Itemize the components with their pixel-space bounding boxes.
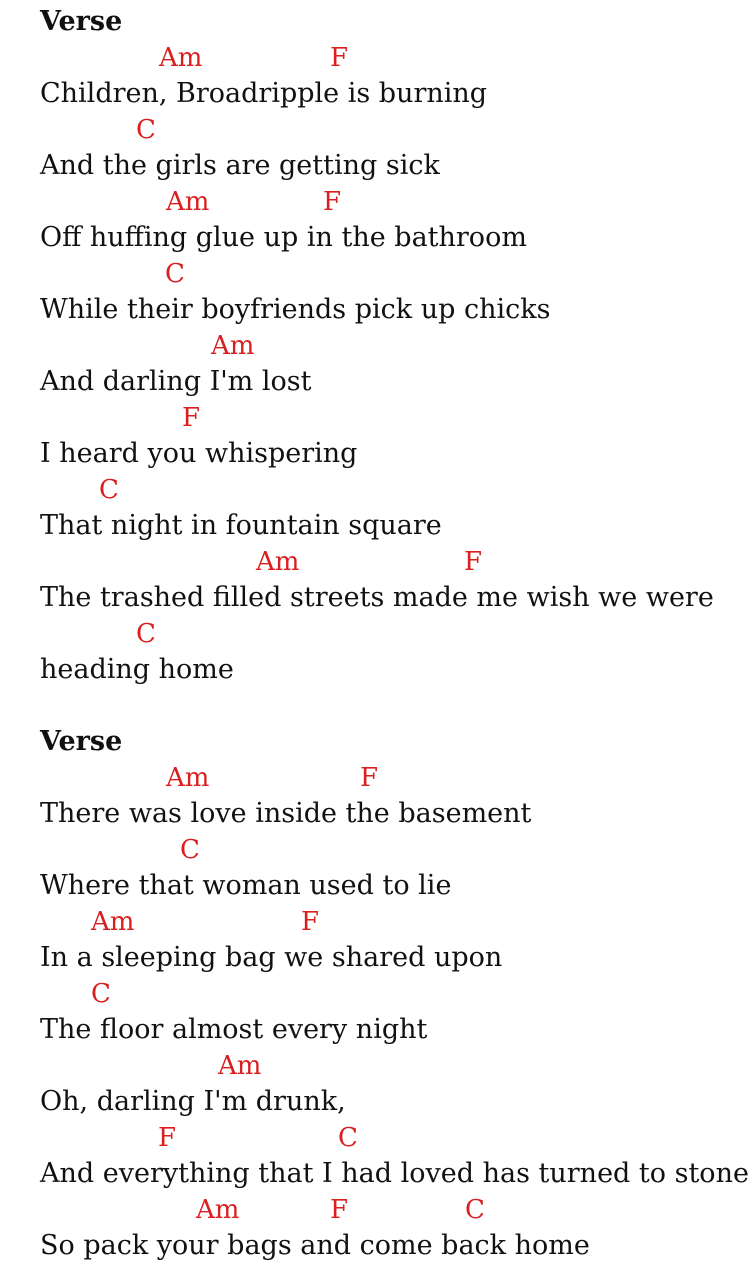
chord-row — [40, 832, 740, 868]
chord: F — [182, 403, 201, 433]
lyric-line: Off huffing glue up in the bathroom — [40, 222, 527, 253]
chord: Am — [159, 43, 203, 73]
lyric-line: Oh, darling I'm drunk, — [40, 1086, 346, 1117]
section-gap — [40, 688, 740, 724]
chord: C — [465, 1195, 485, 1225]
lyric-line: There was love inside the basement — [40, 798, 532, 829]
lyric-line: So pack your bags and come back home — [40, 1230, 590, 1261]
chord-row — [40, 976, 740, 1012]
chord: F — [158, 1123, 177, 1153]
lyric-line: And the girls are getting sick — [40, 150, 440, 181]
section-title: Verse — [40, 6, 123, 37]
chord-row — [40, 328, 740, 364]
lyric-line: Where that woman used to lie — [40, 870, 452, 901]
chord: F — [330, 43, 349, 73]
lyric-line: heading home — [40, 654, 234, 685]
lyric-line: In a sleeping bag we shared upon — [40, 942, 503, 973]
chord: Am — [211, 331, 255, 361]
chord-row — [40, 112, 740, 148]
lyric-line: That night in fountain square — [40, 510, 442, 541]
chord-row — [40, 184, 740, 220]
chord: F — [360, 763, 379, 793]
chord-row — [40, 760, 740, 796]
chord-row — [40, 1048, 740, 1084]
lyric-line: Children, Broadripple is burning — [40, 78, 488, 109]
chord: Am — [196, 1195, 240, 1225]
chord: C — [91, 979, 111, 1009]
chord-row — [40, 1192, 740, 1228]
chord: F — [464, 547, 483, 577]
chord: F — [323, 187, 342, 217]
chord: Am — [166, 763, 210, 793]
chord: Am — [256, 547, 300, 577]
chord: Am — [91, 907, 135, 937]
lyric-line: And darling I'm lost — [40, 366, 312, 397]
chord: Am — [166, 187, 210, 217]
chord-row — [40, 1120, 740, 1156]
lyric-line: And everything that I had loved has turned to stone — [40, 1158, 749, 1189]
chord: C — [99, 475, 119, 505]
lyric-line: The floor almost every night — [40, 1014, 428, 1045]
lyric-line: I heard you whispering — [40, 438, 358, 469]
lyric-line: While their boyfriends pick up chicks — [40, 294, 551, 325]
chord-row — [40, 472, 740, 508]
chord: C — [136, 115, 156, 145]
chord-row — [40, 40, 740, 76]
song-sheet — [40, 4, 749, 1264]
chord: C — [165, 259, 185, 289]
section-title: Verse — [40, 726, 123, 757]
chord: F — [330, 1195, 349, 1225]
chord-row — [40, 400, 740, 436]
chord-row — [40, 544, 740, 580]
chord: Am — [218, 1051, 262, 1081]
chord-row — [40, 904, 740, 940]
chord-row — [40, 256, 740, 292]
chord: F — [301, 907, 320, 937]
chord: C — [338, 1123, 358, 1153]
chord: C — [136, 619, 156, 649]
chord-row — [40, 616, 740, 652]
chord: C — [180, 835, 200, 865]
lyric-line: The trashed filled streets made me wish we were — [40, 582, 714, 613]
